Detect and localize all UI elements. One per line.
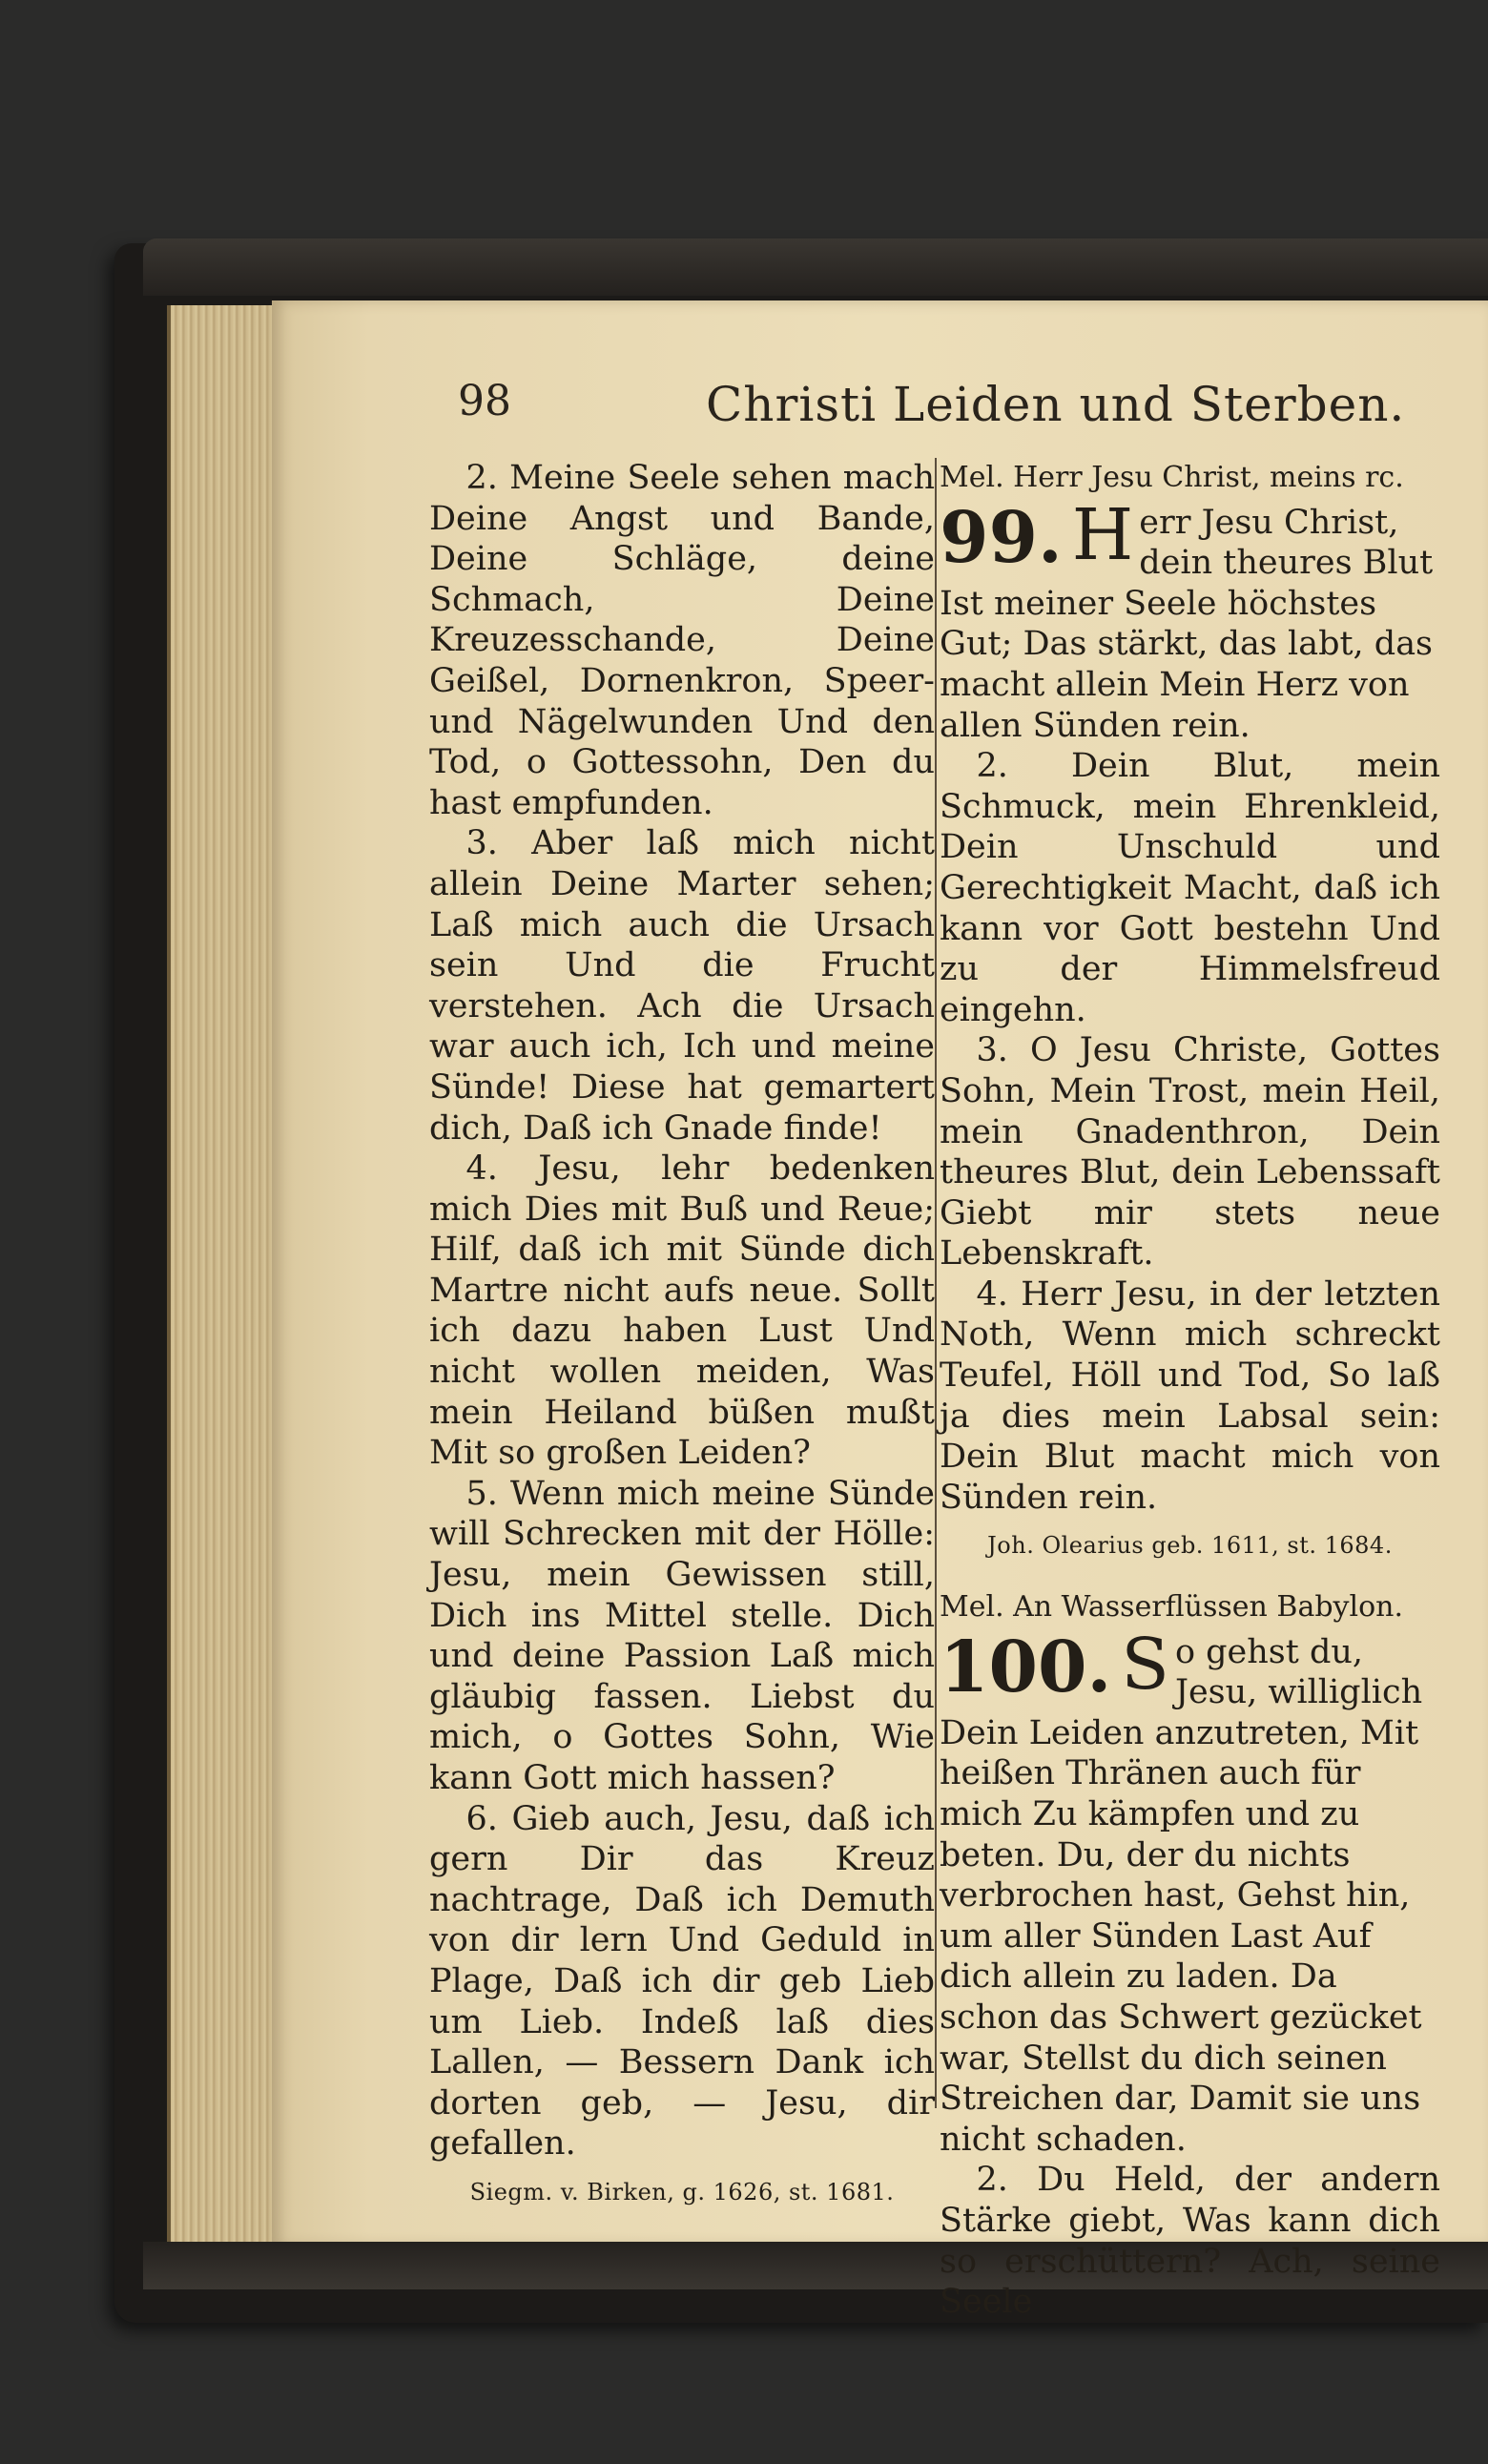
- verse: err Jesu Christ, dein theures Blut Ist meiner Seele höchstes Gut; Das stärkt, das labt, das macht allein Mein Herz von allen Sünden rein.: [940, 503, 1434, 745]
- verse: 4. Herr Jesu, in der letzten Noth, Wenn mich schreckt Teufel, Höll und Tod, So laß ja dies mein Labsal sein: Dein Blut macht mich von Sünden rein.: [940, 1274, 1440, 1517]
- verse: 3. O Jesu Christe, Gottes Sohn, Mein Trost, mein Heil, mein Gnadenthron, Dein theures Blut, dein Lebenssaft Giebt mir stets neue Lebenskraft.: [940, 1031, 1440, 1273]
- hymn-number: 100.: [940, 1625, 1112, 1708]
- hymn-100-start: [940, 1623, 1440, 2161]
- left-column: [429, 458, 935, 2213]
- melody-line: Mel. Herr Jesu Christ, meins rc.: [940, 461, 1404, 494]
- verse: o gehst du, Jesu, williglich Dein Leiden anzutreten, Mit heißen Thränen auch für mich Zu kämpfen und zu beten. Du, der du nichts verbrochen hast, Gehst hin, um aller Sünden Last Auf dich allein zu laden. Da schon das Schwert gezücket war, Stellst du dich seinen Streichen dar, Damit sie uns nicht schaden.: [940, 1632, 1423, 2159]
- book-cover-top: [143, 238, 1488, 296]
- spacer: [940, 1566, 1440, 1587]
- hymn-number: 99.: [940, 496, 1063, 579]
- verse: 4. Jesu, lehr bedenken mich Dies mit Buß und Reue; Hilf, daß ich mit Sünde dich Martre nicht aufs neue. Sollt ich dazu haben Lust Und nicht wollen meiden, Was mein Heiland büßen mußt Mit so großen Leiden?: [429, 1149, 935, 1473]
- page-header: [458, 377, 1478, 444]
- verse: 5. Wenn mich meine Sünde will Schrecken mit der Hölle: Jesu, mein Gewissen still, Dich ins Mittel stelle. Dich und deine Passion Laß mich gläubig fassen. Liebst du mich, o Gottes Sohn, Wie kann Gott mich hassen?: [429, 1474, 935, 1797]
- page-edges: [167, 305, 276, 2247]
- author-credit: Siegm. v. Birken, g. 1626, st. 1681.: [469, 2178, 895, 2205]
- melody-line: Mel. An Wasserflüssen Babylon.: [940, 1590, 1403, 1625]
- drop-cap: H: [1071, 493, 1134, 576]
- verse: 2. Du Held, der andern Stärke giebt, Was kann dich so erschüttern? Ach, seine Seele: [940, 2161, 1440, 2322]
- page-number: 98: [458, 377, 511, 425]
- author-credit: Joh. Olearius geb. 1611, st. 1684.: [987, 1532, 1393, 1560]
- verse: 3. Aber laß mich nicht allein Deine Marter sehen; Laß mich auch die Ursach sein Und die Frucht verstehen. Ach die Ursach war auch ich, Ich und meine Sünde! Diese hat gemartert dich, Daß ich Gnade finde!: [429, 824, 935, 1148]
- column-divider: [935, 458, 937, 2108]
- verse: 6. Gieb auch, Jesu, daß ich gern Dir das Kreuz nachtrage, Daß ich Demuth von dir lern Und Geduld in Plage, Daß ich dir geb Lieb um Lieb. Indeß laß dies Lallen, — Bessern Dank ich dorten geb, — Jesu, dir gefallen.: [429, 1799, 935, 2164]
- hymn-99-start: [940, 493, 1440, 747]
- right-column: [940, 458, 1440, 2323]
- running-title: Christi Leiden und Sterben.: [706, 377, 1406, 432]
- verse: 2. Meine Seele sehen mach Deine Angst und Bande, Deine Schläge, deine Schmach, Deine Kreuzesschande, Deine Geißel, Dornenkron, Speer- und Nägelwunden Und den Tod, o Gottessohn, Den du hast empfunden.: [429, 459, 935, 822]
- verse: 2. Dein Blut, mein Schmuck, mein Ehrenkleid, Dein Unschuld und Gerechtigkeit Macht, daß ich kann vor Gott bestehn Und zu der Himmelsfreud eingehn.: [940, 747, 1440, 1029]
- drop-cap: S: [1121, 1623, 1169, 1706]
